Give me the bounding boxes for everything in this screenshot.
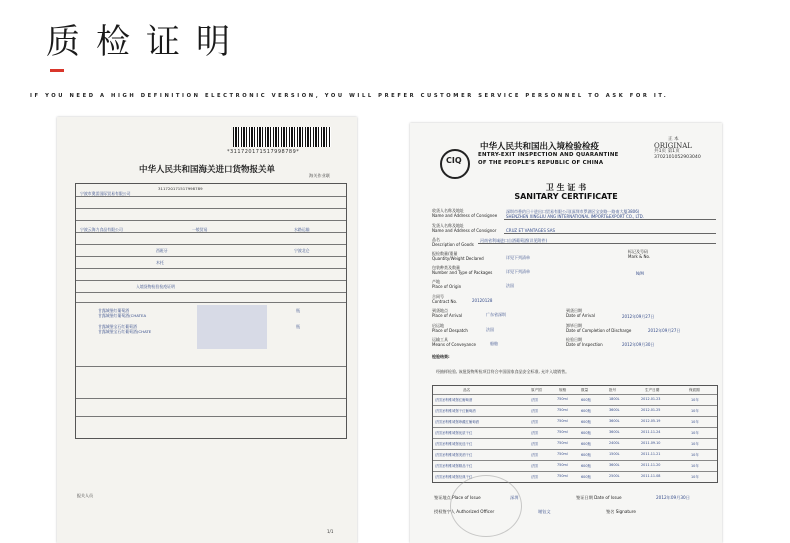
copy-label: 海关作业联 [309, 173, 330, 178]
page-title: 质检证明 [46, 22, 246, 62]
contract-value: 20120128 [472, 298, 493, 303]
title-accent-bar [50, 69, 64, 72]
page-count: 共1页 第1页 [654, 149, 680, 154]
quantity-label: 报检数量/重量 Quantity/Weight Declared [432, 251, 484, 261]
goods-item-2: 甘露城堡宝石红葡萄酒 [98, 324, 137, 329]
despatch-label: 启运地 Place of Despatch [432, 323, 468, 333]
inspection-date-value: 2012年09月30日 [622, 342, 655, 347]
origin-value: 法国 [506, 283, 514, 288]
conveyance-value: 船舶 [490, 341, 498, 346]
trade-mode: 一般贸易 [192, 227, 208, 232]
signature-label: 签名 Signature [606, 509, 636, 514]
transport-mode: 水路运输 [294, 227, 310, 232]
qty-unit-2: 瓶 [296, 324, 300, 329]
customs-doc-title: 中华人民共和国海关进口货物报关单 [138, 165, 275, 175]
cert-title-en-2: OF THE PEOPLE'S REPUBLIC OF CHINA [478, 160, 604, 166]
sanitary-certificate-document: CIQ 中华人民共和国出入境检验检疫 ENTRY-EXIT INSPECTION AND QUARANTINE OF THE PEOPLE'S REPUBLIC OF CHINA 正 本 ORIGINAL 共1页 第1页 3702101052903040 卫 生 证 书 SANITARY CERTIFICATE 收货人名称及地址 Name and Address of Consignee 深圳市香约日十进出口贸易有限公司(深圳市罗湖区宝安路一路南大厦3806) SHENZHEN XINGLIU ANG INTERNATIONAL IMPORT&EXPORT CO., LTD. 发货人名称及地址 Name and Address of Consignor CRUZ ET VANTAGES SAS 品名 Description of Goods 河南省利诚进口自酒葡萄酒(详见附件) 报检数量/重量 Quantity/Weight Declared 详见下列清单 标记及号码 Mark & No. N/M 包装种类及数量 Number and Type of Packages 详见下列清单 产地 Place of Origin 法国 合同号 Contract No. 20120128 到货地点 Place of Arrival 广东省深圳 到货日期 Date of Arrival 2012年09月27日 启运地 Place of Despatch 法国 卸毕日期 Date of Completion of Discharge 2012年09月27日 运输工具 Means of Conveyance 船舶 检验日期 Date of Inspection 2012年09月30日 检验结果: 经抽样检验, 该批货物所检项目符合中国国家食品安全标准, 允许入境销售。 品名 原产国 规格 数量 批号 生产日期 保质期 法国圣利维城堡红葡萄酒 法国 750ml 600瓶 1800L 2012.01.23 10年 法国圣利维城堡干红葡萄酒 法国 750ml 600瓶 3600L 2012.01.25 10年 法国圣利维城堡珍藏红葡萄酒 法国 750ml 600瓶 3600L 2012.05.19 10年 法国圣利维城堡优质干红 法国 750ml 600瓶 3600L 2011.11.24 10年 法国圣利维城堡优选干红 法国 750ml 600瓶 2400L 2011.09.10 10年 法国圣利维城堡美酒干红 法国 750ml 600瓶 1500L 2011.11.21 10年 法国圣利维城堡精品干红 法国 750ml 600瓶 3600L 2011.11.20 10年 法国圣利维城堡经典干红 法国 750ml 600瓶 2500L 2011.11.08 10年 签证地点 Place of Issue 深圳 签证日期 Date of Issue 2012年09月30日 授权签字人 Authorized Officer 谢钰文 签名 Signature [410, 123, 722, 543]
goods-item-2b: 甘露城堡宝石红葡萄酒(CHATE [98, 329, 152, 334]
footer-page: 1/1 [327, 529, 334, 534]
original-block [654, 137, 701, 161]
quantity-value: 详见下列清单 [506, 255, 530, 260]
cert-title-cn: 中华人民共和国出入境检验检疫 [480, 142, 600, 152]
cert-number: 3702101052903040 [654, 155, 701, 160]
cert-type: 卫 生 证 书 SANITARY CERTIFICATE [514, 183, 618, 201]
discharge-value: 2012年09月27日 [648, 328, 681, 333]
package: 木托 [156, 260, 164, 265]
port: 宁波北仑 [294, 248, 310, 253]
description-value: 河南省利诚进口自酒葡萄酒(详见附件) [480, 238, 548, 243]
arrival-value: 广东省深圳 [486, 312, 506, 317]
issue-date-label: 签证日期 Date of Issue [576, 495, 622, 500]
goods-table: 品名 原产国 规格 数量 批号 生产日期 保质期 法国圣利维城堡红葡萄酒 法国 750ml 600瓶 1800L 2012.01.23 10年 法国圣利维城堡干红葡萄酒 法国 750ml 600瓶 3600L 2012.01.25 10年 法国圣利维城堡珍藏红葡萄酒 法国 750ml 600瓶 3600L 2012.05.19 10年 法国圣利维城堡优质干红 法国 750ml 600瓶 3600L 2011.11.24 10年 法国圣利维城堡优选干红 法国 750ml 600瓶 2400L 2011.09.10 10年 法国圣利维城堡美酒干红 法国 750ml 600瓶 1500L 2011.11.21 10年 法国圣利维城堡精品干红 法国 750ml 600瓶 3600L 2011.11.20 10年 法国圣利维城堡经典干红 法国 750ml 600瓶 2500L 2011.11.08 10年 [432, 385, 718, 483]
goods-item-1b: 甘露城堡红葡萄酒(CHATEA [98, 313, 147, 318]
mark-value: N/M [636, 271, 644, 276]
conveyance-label: 运输工具 Means of Conveyance [432, 337, 476, 347]
result-text: 经抽样检验, 该批货物所检项目符合中国国家食品安全标准, 允许入境销售。 [436, 369, 570, 374]
mark-label: 标记及号码 Mark & No. [628, 249, 651, 259]
cert-title-en-1: ENTRY-EXIT INSPECTION AND QUARANTINE [478, 152, 619, 158]
consignee-value: 深圳市香约日十进出口贸易有限公司(深圳市罗湖区宝安路一路南大厦3806) [506, 209, 640, 214]
note: 入境货物检验检疫证明 [136, 284, 175, 289]
issue-date-value: 2012年09月30日 [656, 495, 690, 500]
form-number: 311720171517998789 [158, 186, 203, 191]
barcode-number: *311720171517998789* [227, 149, 300, 155]
origin-label: 产地 Place of Origin [432, 279, 462, 289]
company-name: 宁波市奥雷国际贸易有限公司 [80, 191, 131, 196]
origin-country: 西班牙 [156, 248, 168, 253]
issue-place-label: 签证地点 Place of Issue [434, 495, 481, 500]
official-stamp [450, 475, 522, 537]
officer-value: 谢钰文 [538, 509, 551, 514]
despatch-value: 法国 [486, 327, 494, 332]
redacted-area [197, 305, 267, 349]
tagline: IF YOU NEED A HIGH DEFINITION ELECTRONIC VERSION, YOU WILL PREFER CUSTOMER SERVICE PERSONNEL TO ASK FOR IT. [30, 93, 669, 99]
company-name-2: 宁波云海力食品有限公司 [80, 227, 123, 232]
original-en: ORIGINAL [654, 142, 692, 150]
consignee-label: 收货人名称及地址 Name and Address of Consignee [432, 208, 498, 218]
consignor-value: CRUZ ET VANTAGES SAS [506, 228, 556, 233]
description-label: 品名 Description of Goods [432, 237, 474, 247]
contract-label: 合同号 Contract No. [432, 294, 458, 304]
consignor-label: 发货人名称及地址 Name and Address of Consignor [432, 223, 497, 233]
packages-value: 详见下列清单 [506, 269, 530, 274]
qty-unit-1: 瓶 [296, 308, 300, 313]
customs-declaration-document [57, 117, 357, 543]
inspection-date-label: 检验日期 Date of Inspection [566, 337, 603, 347]
issue-place-value: 深圳 [510, 495, 519, 500]
arrival-date-label: 到货日期 Date of Arrival [566, 308, 595, 318]
original-cn: 正 本 [668, 137, 679, 142]
footer-label: 报关人员 [77, 493, 93, 498]
officer-label: 授权签字人 Authorized Officer [434, 509, 495, 514]
discharge-label: 卸毕日期 Date of Completion of Discharge [566, 323, 632, 333]
consignee-value-en: SHENZHEN XINGLIU ANG INTERNATIONAL IMPORT&EXPORT CO., LTD. [506, 214, 645, 219]
arrival-date-value: 2012年09月27日 [622, 314, 655, 319]
arrival-label: 到货地点 Place of Arrival [432, 308, 463, 318]
goods-item-1: 甘露城堡红葡萄酒 [98, 308, 130, 313]
packages-label: 包装种类及数量 Number and Type of Packages [432, 265, 493, 275]
barcode [233, 127, 331, 147]
result-label: 检验结果: [432, 354, 450, 359]
